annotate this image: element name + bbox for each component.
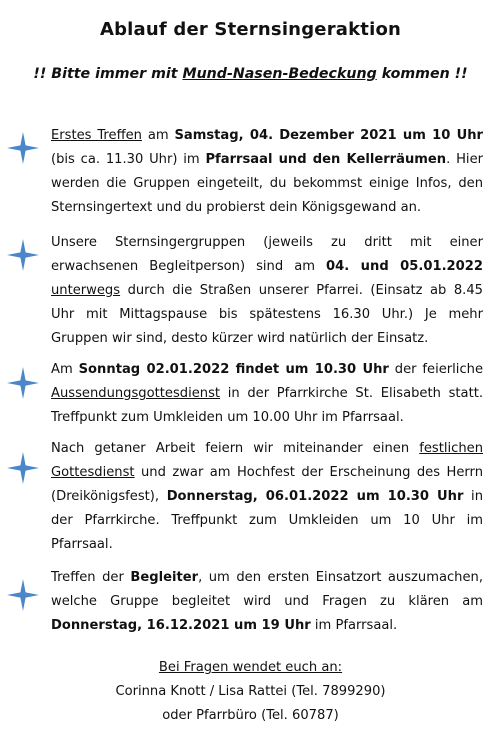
notice-text-before: !! Bitte immer mit [33, 66, 183, 82]
section-text-run: Erstes Treffen [51, 128, 142, 143]
section-text-run: Samstag, 04. Dezember 2021 um 10 Uhr [174, 128, 483, 143]
contact-heading: Bei Fragen wendet euch an: [158, 660, 343, 675]
parish-office-phone: oder Pfarrbüro (Tel. 60787) [162, 708, 339, 723]
four-pointed-star-icon [6, 238, 40, 272]
section-sending-service [51, 358, 483, 430]
section-text-run: im Pfarrsaal. [310, 618, 398, 633]
four-pointed-star-icon [6, 451, 40, 485]
section-text-run: Aussendungsgottesdienst [51, 386, 221, 401]
section-text-run: unterwegs [51, 283, 121, 298]
four-pointed-star-icon [6, 131, 40, 165]
section-caroler-groups [51, 231, 483, 351]
section-text-run: Nach getaner Arbeit feiern wir miteinander einen [51, 441, 420, 456]
section-text-run: in der Pfarrkirche. Treffpunkt zum Umkleiden um 10 Uhr im Pfarrsaal. [51, 489, 483, 552]
section-text-run: durch die Straßen unserer Pfarrei. (Einsatz ab 8.45 Uhr mit Mittagspause bis spätestens 16.30 Uhr.) Je mehr Gruppen wir sind, desto kürzer wird natürlich der Einsatz. [51, 283, 483, 346]
section-text-run: (bis ca. 11.30 Uhr) im [51, 152, 206, 167]
section-text-run: . Hier werden die Gruppen eingeteilt, du bekommst einige Infos, den Sternsingertext und du probierst dein Königsgewand an. [51, 152, 484, 215]
four-pointed-star-icon [6, 366, 40, 400]
section-text-run: Sonntag 02.01.2022 findet um 10.30 Uhr [78, 362, 389, 377]
section-text-run: der feierliche [388, 362, 483, 377]
section-first-meeting [51, 124, 483, 220]
section-festive-service [51, 437, 483, 557]
section-companions-meeting [51, 566, 483, 638]
notice-text-underlined: Mund-Nasen-Bedeckung [182, 66, 377, 82]
section-text-run: Unsere Sternsingergruppen (jeweils zu dritt mit einer erwachsenen Begleitperson) sind am [51, 235, 483, 274]
section-text-run: und zwar am Hochfest der Erscheinung des Herrn (Dreikönigsfest), [51, 465, 483, 504]
section-text-run: , um den ersten Einsatzort auszumachen, welche Gruppe begleitet wird und Fragen zu klären am [51, 570, 483, 609]
section-text-run: Treffen der [51, 570, 131, 585]
notice-text-after: kommen !! [376, 66, 468, 82]
section-text-run: Begleiter [130, 570, 199, 585]
four-pointed-star-icon [6, 578, 40, 612]
section-text-run: Pfarrsaal und den Kellerräumen [205, 152, 447, 167]
section-text-run: in der Pfarrkirche St. Elisabeth statt. Treffpunkt zum Umkleiden um 10.00 Uhr im Pfarrsaal. [51, 386, 483, 425]
page-title: Ablauf der Sternsingeraktion [99, 19, 402, 40]
section-text-run: Donnerstag, 06.01.2022 um 10.30 Uhr [166, 489, 464, 504]
contact-footer [0, 656, 501, 728]
section-text-run: Donnerstag, 16.12.2021 um 19 Uhr [51, 618, 311, 633]
section-text-run: am [141, 128, 175, 143]
section-text-run: 04. und 05.01.2022 [326, 259, 483, 274]
section-text-run: Am [51, 362, 79, 377]
mask-notice [0, 66, 501, 82]
section-text-run: festlichen Gottesdienst [51, 441, 483, 480]
contact-names-phone: Corinna Knott / Lisa Rattei (Tel. 7899290) [115, 684, 386, 699]
